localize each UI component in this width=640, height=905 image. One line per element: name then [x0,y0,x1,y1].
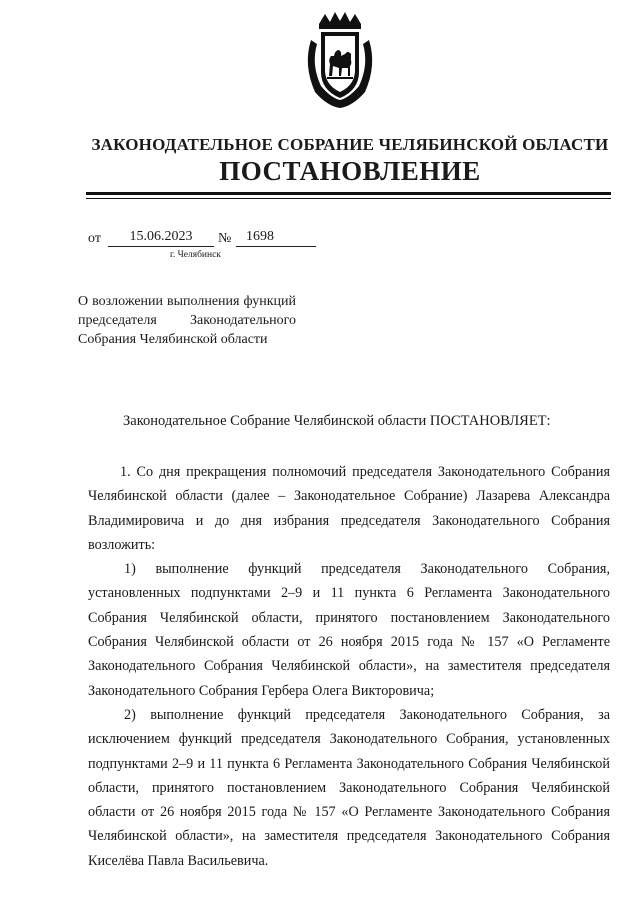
document-date: 15.06.2023 [108,229,214,247]
paragraph-1-item-1: 1) выполнение функций председателя Законодательного Собрания, установленных подпунктами 2–9 и 11 пункта 6 Регламента Законодательного Собрания Челябинской области, принятого постановлением Законодательного Собрания Челябинской области от 26 ноября 2015 года № 157 «О Регламенте Законодательного Собрания Челябинской области», на заместителя председателя Законодательного Собрания Гербера Олега Викторовича; [88,561,610,699]
city: г. Челябинск [170,250,221,260]
organization-name: ЗАКОНОДАТЕЛЬНОЕ СОБРАНИЕ ЧЕЛЯБИНСКОЙ ОБЛАСТИ [91,135,609,154]
from-label: от [88,231,101,246]
paragraph-1-item-2: 2) выполнение функций председателя Законодательного Собрания, за исключением функций председателя Законодательного Собрания, установленных подпунктами 2–9 и 11 пункта 6 Регламента Законодательного Собрания Челябинской области, принятого постановлением Законодательного Собрания Челябинской области от 26 ноября 2015 года № 157 «О Регламенте Законодательного Собрания Челябинской области», на заместителя председателя Законодательного Собрания Киселёва Павла Васильевича. [88,706,610,869]
number-label: № [218,231,232,246]
header-rule-thin [86,198,611,199]
preamble: Законодательное Собрание Челябинской области ПОСТАНОВЛЯЕТ: [123,413,551,429]
document-number: 1698 [236,229,316,247]
document-subject: О возложении выполнения функций председателя Законодательного Собрания Челябинской области [78,294,296,347]
document-type: ПОСТАНОВЛЕНИЕ [219,156,481,186]
coat-of-arms-icon [297,10,383,110]
header-rule-thick [86,192,611,195]
paragraph-1: 1. Со дня прекращения полномочий председателя Законодательного Собрания Челябинской области (далее – Законодательное Собрание) Лазарева Александра Владимировича и до дня избрания председателя Законодательного Собрания возложить: [88,464,610,553]
document-body [88,460,610,873]
